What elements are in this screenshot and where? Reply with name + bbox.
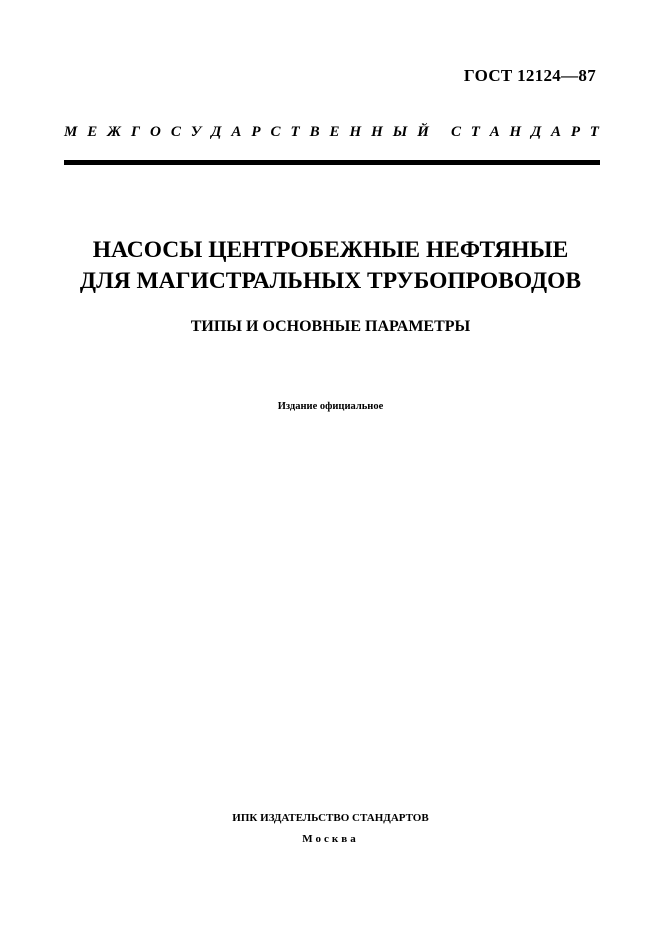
publication-city: Москва	[302, 833, 359, 845]
standard-type-letter: Н	[349, 124, 362, 140]
standard-type-letter: Ы	[392, 124, 408, 140]
standard-type-letter: Н	[371, 124, 383, 140]
standard-type-letter: А	[231, 124, 242, 140]
standard-type-letter: Г	[131, 124, 141, 140]
standard-type-letter: О	[150, 124, 161, 140]
publisher-name: ИПК ИЗДАТЕЛЬСТВО СТАНДАРТОВ	[232, 812, 429, 824]
standard-type-letter: У	[190, 124, 202, 140]
standard-type-letter: Н	[509, 124, 522, 140]
standard-type-letter: С	[170, 124, 181, 140]
standard-type-word-2	[451, 124, 599, 146]
standard-type-letter: Й	[417, 124, 429, 140]
title-line-2: ДЛЯ МАГИСТРАЛЬНЫХ ТРУБОПРОВОДОВ	[79, 268, 582, 294]
document-number: ГОСТ 12124—87	[463, 66, 596, 85]
standard-type-letter: А	[489, 124, 500, 140]
header-rule	[64, 160, 600, 165]
standard-type-letter: С	[451, 124, 462, 140]
standard-type-heading	[64, 124, 599, 146]
standard-type-letter: Т	[470, 124, 480, 140]
standard-type-letter: Е	[329, 124, 340, 140]
standard-type-word-1	[64, 124, 429, 146]
standard-type-letter: Д	[531, 124, 542, 140]
standard-type-letter: Т	[290, 124, 300, 140]
standard-type-letter: С	[270, 124, 281, 140]
standard-type-letter: Р	[570, 124, 580, 140]
standard-type-letter: Е	[87, 124, 98, 140]
title-line-1: НАСОСЫ ЦЕНТРОБЕЖНЫЕ НЕФТЯНЫЕ	[92, 237, 569, 263]
edition-note: Издание официальное	[277, 401, 384, 412]
standard-type-letter: Ж	[107, 124, 122, 140]
document-subtitle: ТИПЫ И ОСНОВНЫЕ ПАРАМЕТРЫ	[190, 318, 471, 335]
standard-type-letter: Д	[211, 124, 222, 140]
standard-type-letter: М	[64, 124, 78, 140]
standard-type-letter: Р	[251, 124, 261, 140]
standard-type-letter: Т	[589, 124, 599, 140]
standard-type-letter: В	[309, 124, 320, 140]
document-title	[0, 235, 661, 297]
standard-type-letter: А	[551, 124, 562, 140]
